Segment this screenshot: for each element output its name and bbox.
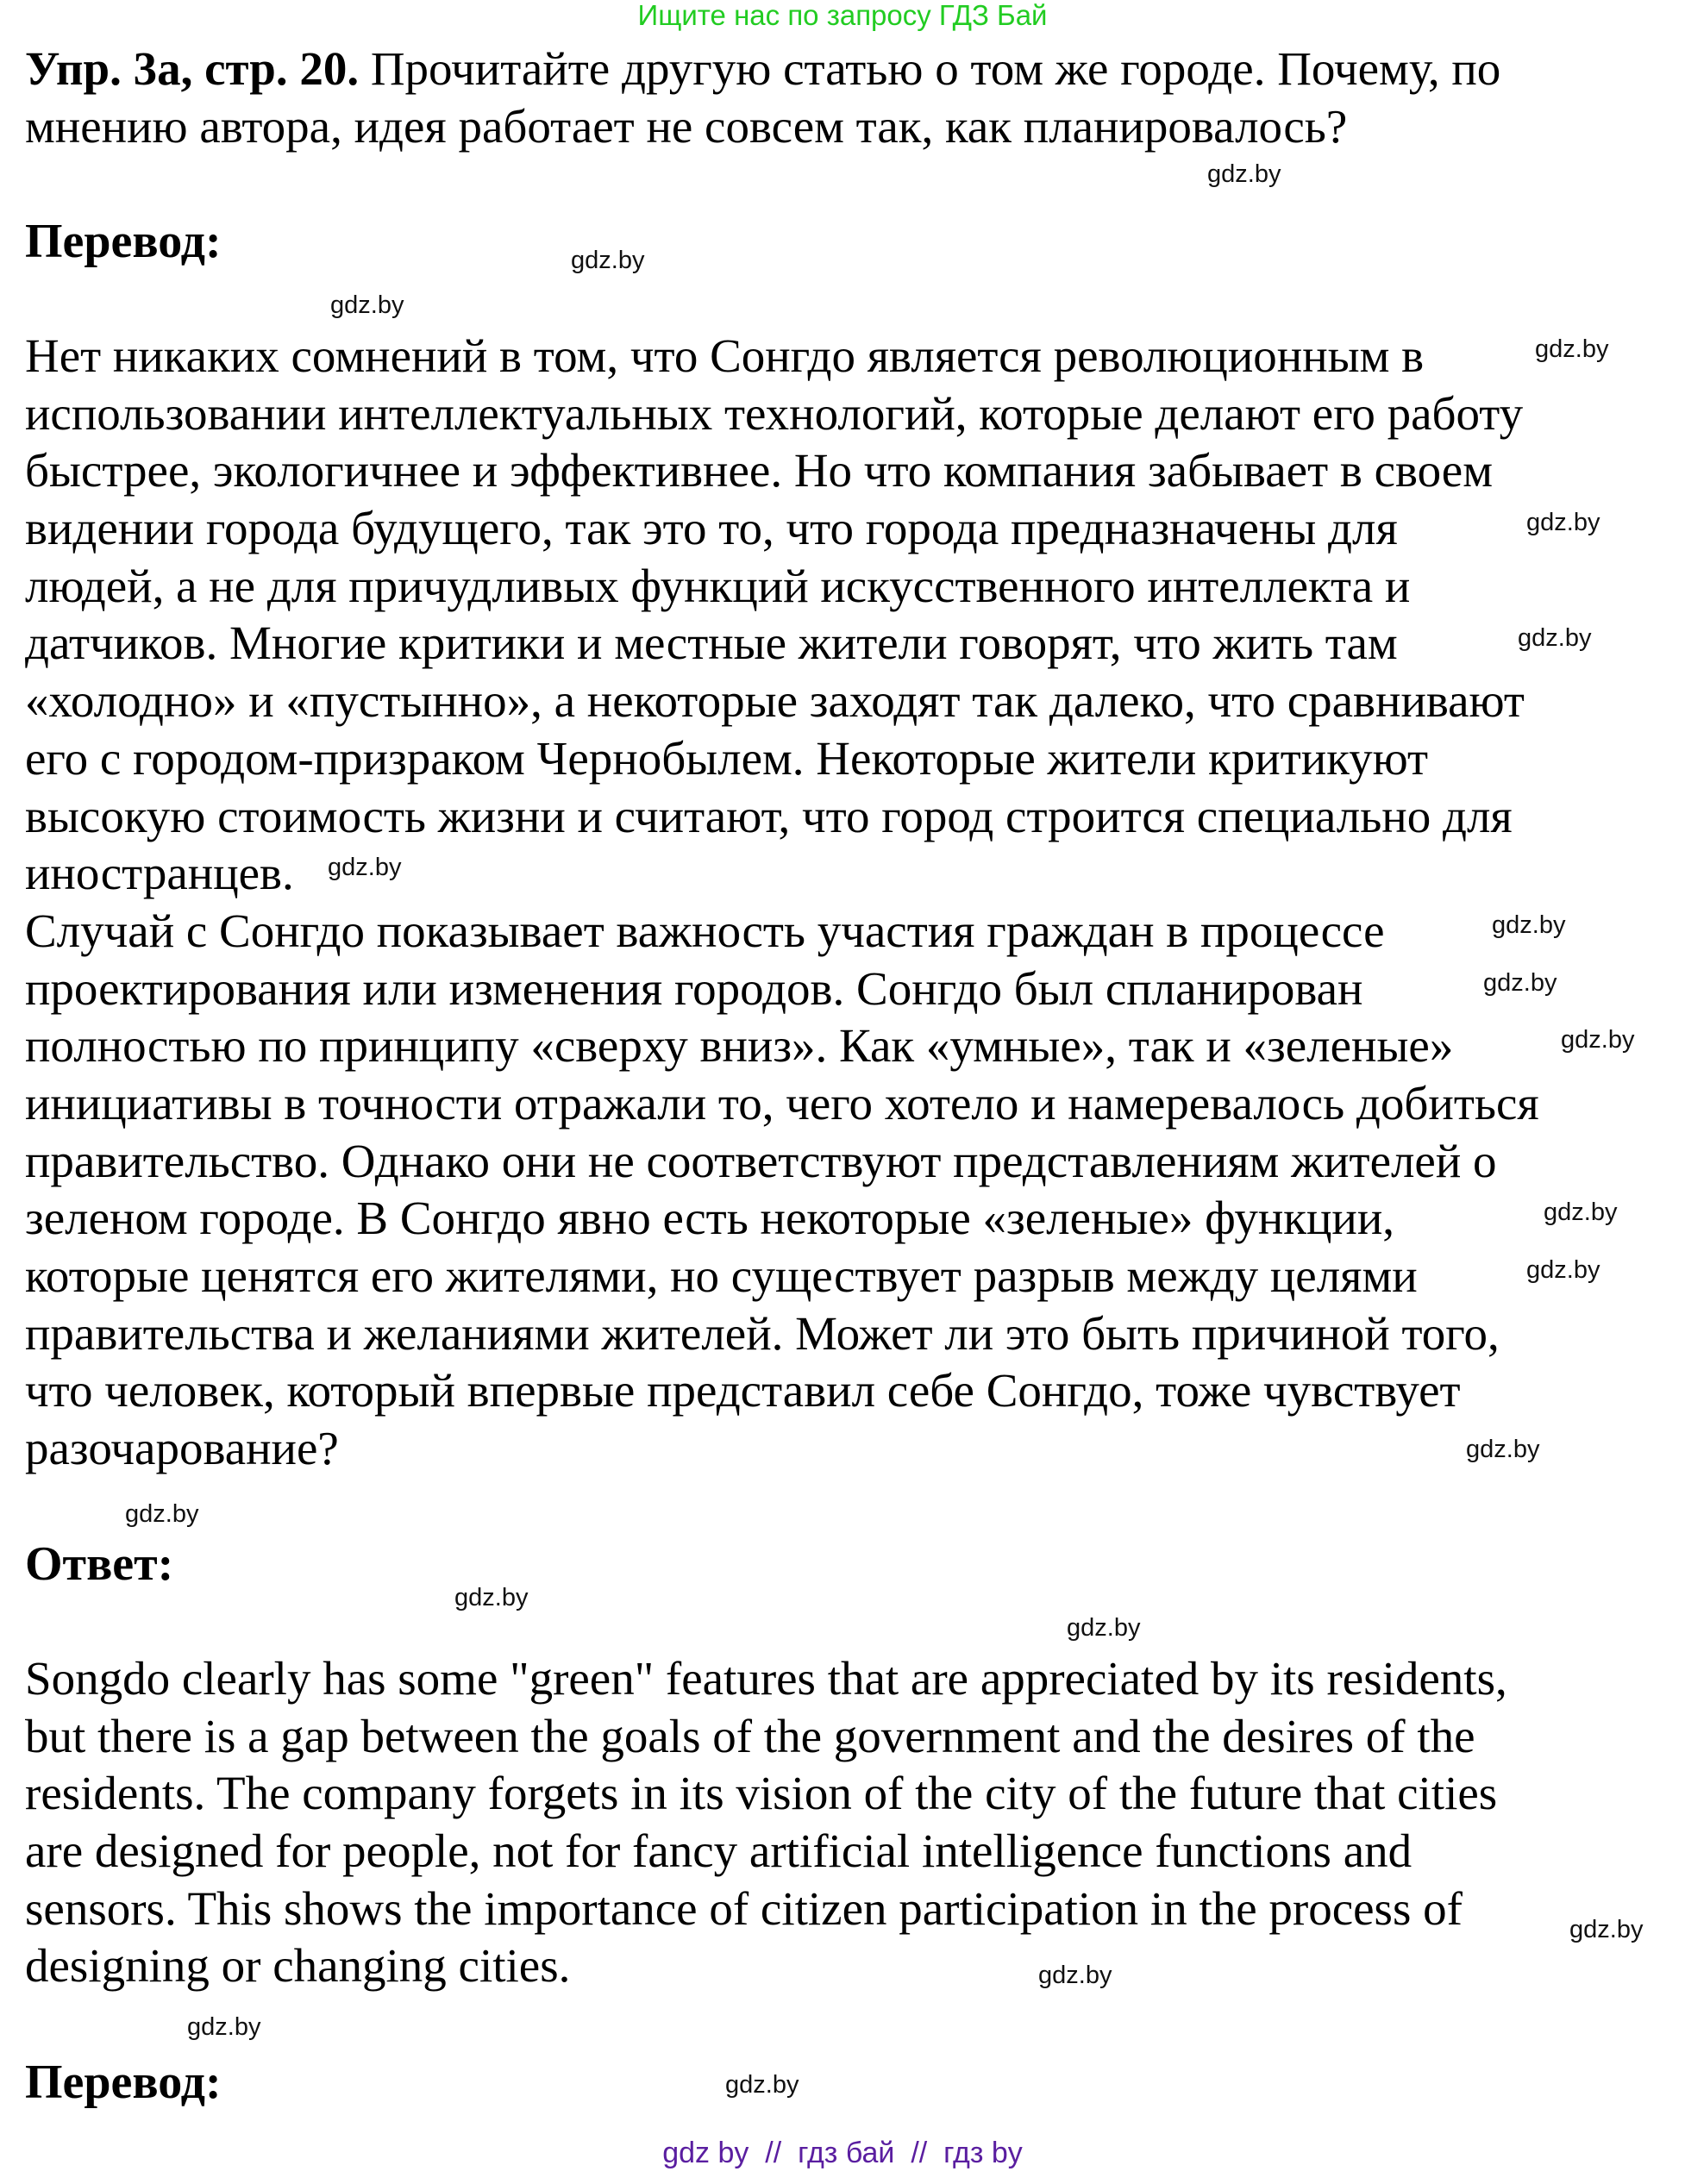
text-line: sensors. This shows the importance of citizen participation in the process of [25,1881,1463,1935]
text-line: are designed for people, not for fancy artificial intelligence functions and [25,1824,1413,1878]
text-line: but there is a gap between the goals of the government and the desires of the [25,1709,1475,1762]
watermark: gdz.by [1526,1256,1600,1284]
final-translation-heading: Перевод: [25,2056,222,2109]
watermark: gdz.by [1561,1026,1635,1054]
task-text-2: мнению автора, идея работает не совсем так, как планировалось? [25,99,1348,153]
text-line: разочарование? [25,1422,339,1475]
watermark: gdz.by [125,1500,199,1528]
watermark: gdz.by [1038,1962,1112,1989]
watermark: gdz.by [1526,509,1600,536]
watermark: gdz.by [187,2013,261,2041]
watermark: gdz.by [1492,911,1566,939]
translation-heading: Перевод: [25,215,222,268]
text-line: что человек, который впервые представил себе Сонгдо, тоже чувствует [25,1364,1461,1417]
text-line: датчиков. Многие критики и местные жители говорят, что жить там [25,616,1398,670]
answer-heading: Ответ: [25,1537,174,1591]
text-line: правительство. Однако они не соответствуют представлениям жителей о [25,1134,1497,1187]
text-line: правительства и желаниями жителей. Может ли это быть причиной того, [25,1306,1500,1360]
text-line: высокую стоимость жизни и считают, что город строится специально для [25,789,1513,842]
text-line: быстрее, экологичнее и эффективнее. Но что компания забывает в своем [25,444,1493,498]
watermark: gdz.by [1207,160,1281,188]
watermark: gdz.by [1535,335,1609,363]
search-banner[interactable]: Ищите нас по запросу ГДЗ Бай [637,0,1048,31]
watermark: gdz.by [1544,1198,1618,1226]
text-line: людей, а не для причудливых функций искусственного интеллекта и [25,559,1411,612]
footer-links[interactable]: gdz by // гдз бай // гдз by [662,2137,1023,2169]
watermark: gdz.by [1518,624,1592,652]
text-line: Нет никаких сомнений в том, что Сонгдо является революционным в [25,329,1425,382]
watermark: gdz.by [1569,1916,1644,1943]
task-label: Упр. 3а, стр. 20. [25,42,360,95]
text-line: использовании интеллектуальных технологий, которые делают его работу [25,386,1524,440]
watermark: gdz.by [1067,1614,1141,1642]
text-line: инициативы в точности отражали то, чего хотело и намеревалось добиться [25,1076,1539,1130]
text-line: иностранцев. [25,847,294,900]
text-line: Случай с Сонгдо показывает важность участия граждан в процессе [25,904,1385,957]
watermark: gdz.by [1466,1436,1540,1463]
text-line: видении города будущего, так это то, что города предназначены для [25,502,1398,555]
watermark: gdz.by [1483,969,1557,997]
watermark: gdz.by [571,247,645,274]
text-line: его с городом-призраком Чернобылем. Некоторые жители критикуют [25,731,1429,785]
task-statement [25,41,1500,155]
watermark: gdz.by [454,1584,529,1611]
text-line: Songdo clearly has some "green" features that are appreciated by its residents, [25,1652,1507,1705]
text-line: residents. The company forgets in its vision of the city of the future that cities [25,1767,1498,1820]
text-line: которые ценятся его жителями, но существует разрыв между целями [25,1249,1418,1302]
text-line: проектирования или изменения городов. Сонгдо был спланирован [25,961,1363,1015]
text-line: «холодно» и «пустынно», а некоторые заходят так далеко, что сравнивают [25,674,1525,728]
watermark: gdz.by [725,2071,799,2099]
watermark: gdz.by [330,291,404,319]
text-line: полностью по принципу «сверху вниз». Как «умные», так и «зеленые» [25,1019,1454,1073]
watermark: gdz.by [328,854,402,881]
text-line: designing or changing cities. [25,1939,571,1993]
answer-text [25,1650,1507,1995]
text-line: зеленом городе. В Сонгдо явно есть некоторые «зеленые» функции, [25,1192,1395,1245]
translation-text [25,328,1539,1478]
task-text-1: Прочитайте другую статью о том же городе. Почему, по [359,42,1501,95]
